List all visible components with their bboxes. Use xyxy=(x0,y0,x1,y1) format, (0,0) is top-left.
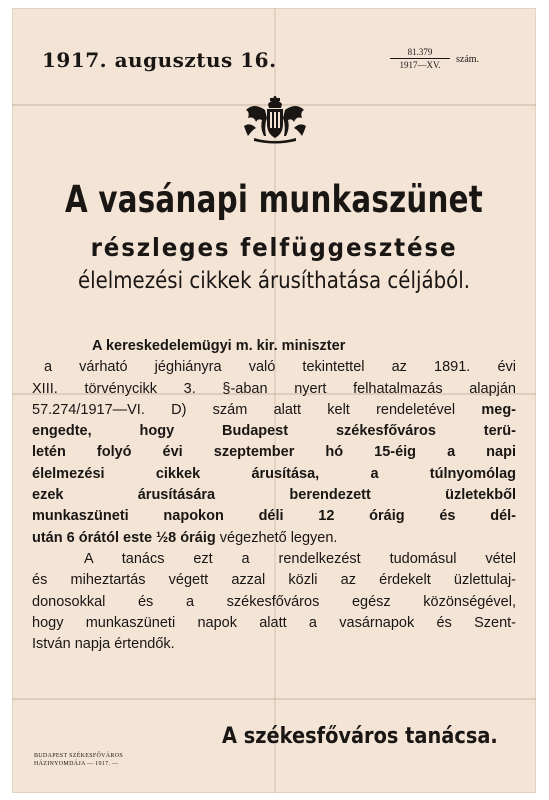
body-line-segment: meg- xyxy=(481,401,517,418)
body-line: élelmezési cikkek árusítása, a túlnyomólag xyxy=(32,465,516,482)
body-line-segment: 57.274/1917—VI. D) szám alatt kelt rendeletével xyxy=(32,401,456,418)
body-line-segment: végezhető legyen. xyxy=(219,529,338,546)
announcement-body xyxy=(32,336,516,655)
signature: A székesfőváros tanácsa. xyxy=(222,724,498,749)
body-line: ezek árusítására berendezett üzletekből xyxy=(32,487,516,504)
body-line: munkaszüneti napokon déli 12 óráig és dél- xyxy=(32,508,516,525)
body-line: A kereskedelemügyi m. kir. miniszter xyxy=(92,338,346,354)
poster-title-line-3: élelmezési cikkek árusíthatása céljából. xyxy=(77,268,471,294)
hungarian-coat-of-arms-icon xyxy=(240,96,310,149)
printer-imprint xyxy=(34,752,123,768)
body-line: donosokkal és a székesfőváros egész közönségével, xyxy=(32,593,516,610)
body-line: a várható jéghiányra való tekintettel az 1891. évi xyxy=(44,359,516,376)
poster-title-line-2: részleges felfüggesztése xyxy=(90,233,458,262)
body-line xyxy=(32,400,516,421)
body-line: és miheztartás végett azzal közli az érdekelt üzlettulaj- xyxy=(32,572,516,589)
printer-line-1: BUDAPEST SZÉKESFŐVÁROS xyxy=(34,753,124,759)
body-line: XIII. törvénycikk 3. §-aban nyert felhatalmazás alapján xyxy=(32,380,516,397)
body-line: A tanács ezt a rendelkezést tudomásul vétel xyxy=(84,550,516,567)
reference-number xyxy=(390,46,450,71)
poster-date: 1917. augusztus 16. xyxy=(42,48,277,72)
poster-sheet xyxy=(12,8,536,793)
reference-number-bottom: 1917—XV. xyxy=(399,60,441,70)
body-line: István napja értendők. xyxy=(32,636,175,653)
reference-suffix: szám. xyxy=(456,54,480,65)
body-line-segment: után 6 órától este ½8 óráig xyxy=(32,529,216,546)
body-line xyxy=(32,528,516,549)
body-line: engedte, hogy Budapest székesfőváros terü- xyxy=(32,423,516,440)
reference-number-top: 81.379 xyxy=(390,46,450,59)
body-line: hogy munkaszüneti napok alatt a vasárnapok és Szent- xyxy=(32,614,516,631)
poster-title-line-1: A vasánapi munkaszünet xyxy=(64,178,484,221)
body-line: letén folyó évi szeptember hó 15-éig a napi xyxy=(32,444,516,461)
printer-line-2: HÁZINYOMDÁJA — 1917. — xyxy=(34,761,119,767)
